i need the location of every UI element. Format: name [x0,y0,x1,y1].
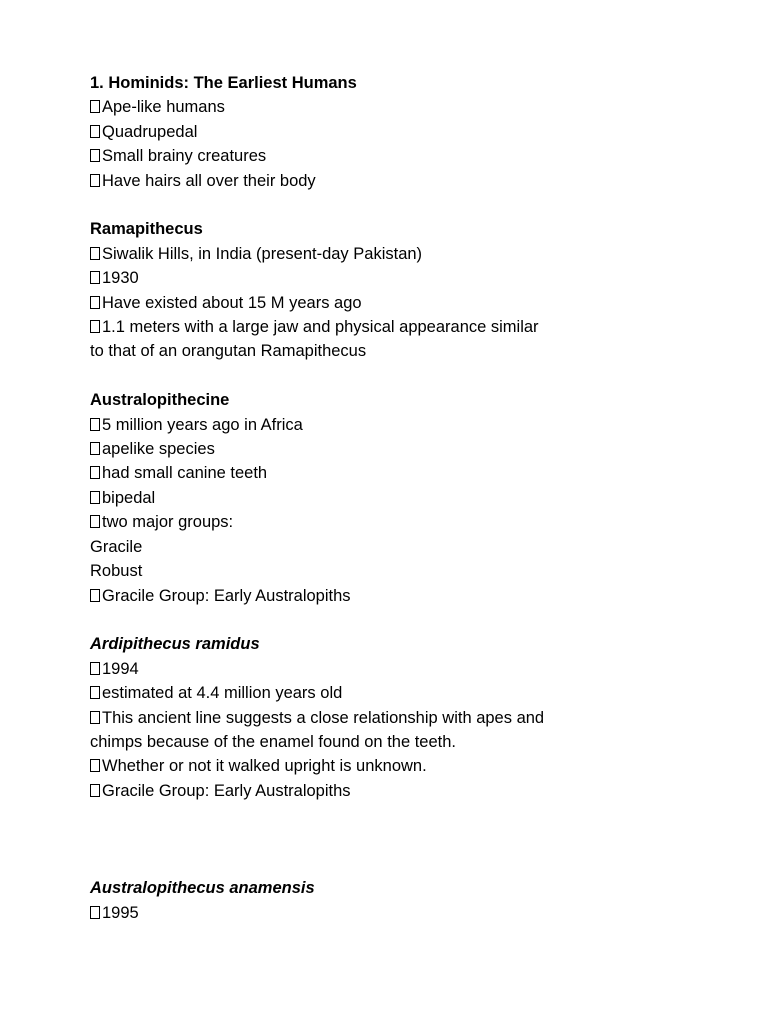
list-item-text: Have existed about 15 M years ago [102,293,362,312]
list-item [90,706,650,730]
list-item [90,754,650,778]
checkbox-icon [90,711,100,724]
list-item-text: Whether or not it walked upright is unknown. [102,757,427,776]
checkbox-icon [90,296,100,309]
checkbox-icon [90,125,100,138]
list-item-text: Ape-like humans [102,98,225,117]
list-item-text: 1995 [102,903,139,922]
checkbox-icon [90,589,100,602]
list-item [90,144,650,168]
checkbox-icon [90,418,100,431]
checkbox-icon [90,784,100,797]
list-item [90,657,650,681]
list-item [90,315,650,339]
spacer [90,608,650,632]
list-item-text: bipedal [102,488,156,507]
subgroup-label: Gracile [90,537,143,556]
list-item [90,437,650,461]
list-item [90,584,650,608]
checkbox-icon [90,466,100,479]
section-title: 1. Hominids: The Earliest Humans [90,74,357,92]
checkbox-icon [90,491,100,504]
checkbox-icon [90,515,100,528]
checkbox-icon [90,442,100,455]
spacer [90,364,650,388]
list-item [90,413,650,437]
list-item-text: Gracile Group: Early Australopiths [102,586,351,605]
continuation-text: chimps because of the enamel found on the teeth. [90,732,456,751]
list-item [90,169,650,193]
section-title: Ramapithecus [90,220,203,239]
checkbox-icon [90,149,100,162]
list-item [90,461,650,485]
checkbox-icon [90,686,100,699]
checkbox-icon [90,174,100,187]
checkbox-icon [90,271,100,284]
list-item-text: estimated at 4.4 million years old [102,684,343,703]
list-item-text: 1930 [102,269,139,288]
list-item [90,120,650,144]
section-title: Australopithecine [90,391,230,410]
list-item-text: Quadrupedal [102,122,198,141]
section-title: Australopithecus anamensis [90,879,315,898]
list-item [90,291,650,315]
list-item-text: Siwalik Hills, in India (present-day Pakistan) [102,244,423,263]
section-title: Ardipithecus ramidus [90,635,260,654]
list-item [90,510,650,534]
list-item-text: This ancient line suggests a close relationship with apes and [102,708,545,727]
list-item-text: Have hairs all over their body [102,171,316,190]
list-item [90,901,650,925]
list-item-text: Gracile Group: Early Australopiths [102,781,351,800]
spacer [90,803,650,876]
checkbox-icon [90,320,100,333]
continuation-text: to that of an orangutan Ramapithecus [90,342,367,361]
checkbox-icon [90,100,100,113]
document-page [90,71,650,925]
list-item [90,681,650,705]
list-item [90,266,650,290]
list-item [90,486,650,510]
subgroup-label: Robust [90,562,143,581]
list-item-text: two major groups: [102,513,234,532]
list-item [90,242,650,266]
list-item-text: 1.1 meters with a large jaw and physical appearance similar [102,318,539,337]
checkbox-icon [90,662,100,675]
list-item-text: 5 million years ago in Africa [102,415,303,434]
list-item-text: apelike species [102,440,215,459]
checkbox-icon [90,906,100,919]
list-item [90,779,650,803]
list-item [90,95,650,119]
checkbox-icon [90,759,100,772]
checkbox-icon [90,247,100,260]
list-item-text: Small brainy creatures [102,147,267,166]
spacer [90,193,650,217]
list-item-text: 1994 [102,659,139,678]
list-item-text: had small canine teeth [102,464,268,483]
